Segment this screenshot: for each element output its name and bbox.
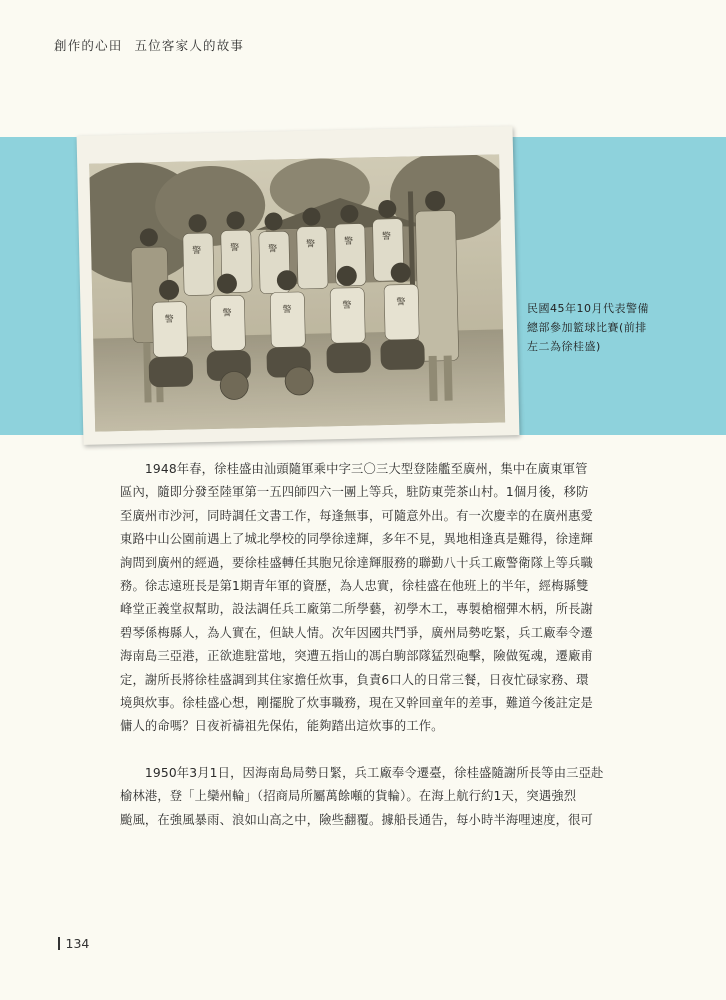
- paragraph: [120, 458, 650, 739]
- jersey-text: 警: [305, 239, 316, 250]
- jersey-text: 警: [342, 300, 352, 311]
- text-line: 颱風，在強風暴雨、浪如山高之中，險些翻覆。據船長通告，每小時半海哩速度，很可: [120, 812, 593, 827]
- text-line: 東路中山公園前遇上了城北學校的同學徐達輝，多年不見，異地相逢真是難得，徐達輝: [120, 532, 593, 547]
- text-line: 務。徐志遠班長是第1期青年軍的資歷，為人忠實，徐桂盛在他班上的半年，經梅縣雙: [120, 579, 589, 594]
- text-line: 定，謝所長將徐桂盛調到其住家擔任炊事，負責6口人的日常三餐，日夜忙碌家務、環: [120, 672, 589, 687]
- text-line: 詢問到廣州的經過，要徐桂盛轉任其胞兄徐達輝服務的聯勤八十兵工廠警衛隊上等兵職: [120, 555, 593, 570]
- book-title: 創作的心田: [54, 38, 123, 53]
- jersey-text: 警: [222, 308, 232, 319]
- caption-line: 民國45年10月代表警備: [527, 302, 649, 315]
- text-line: 區內，隨即分發至陸軍第一五四師四六一團上等兵，駐防東莞茶山村。1個月後，移防: [120, 485, 589, 500]
- jersey-text: 警: [343, 236, 354, 247]
- jersey-text: 警: [268, 244, 278, 255]
- text-line: 境與炊事。徐桂盛心想，剛擺脫了炊事職務，現在又幹回童年的差事，難道今後註定是: [120, 696, 593, 711]
- text-line: 峰堂正義堂叔幫助，設法調任兵工廠第二所學藝，初學木工，專製槍榴彈木柄，所長謝: [120, 602, 593, 617]
- chapter-title: 五位客家人的故事: [134, 38, 245, 53]
- page-number-text: 134: [65, 936, 90, 951]
- caption-line: 左二為徐桂盛): [527, 340, 601, 353]
- basketball-team-photo: [89, 154, 505, 431]
- page-number: [58, 936, 89, 951]
- photo-frame: [77, 126, 520, 445]
- text-line: 榆林港，登「上欒州輪」（招商局所屬萬餘噸的貨輪）。在海上航行約1天，突遇強烈: [120, 789, 577, 804]
- running-header: [54, 36, 244, 54]
- text-line: 傭人的命嗎？日夜祈禱祖先保佑，能夠踏出這炊事的工作。: [120, 719, 444, 734]
- text-line: 至廣州市沙河，同時調任文書工作，每逢無事，可隨意外出。有一次慶幸的在廣州惠愛: [120, 508, 593, 523]
- body-text: [120, 458, 650, 855]
- jersey-text: 警: [282, 305, 292, 316]
- jersey-text: 警: [230, 243, 240, 254]
- text-line: 1950年3月1日，因海南島局勢日緊，兵工廠奉令遷臺，徐桂盛隨謝所長等由三亞赴: [120, 765, 604, 780]
- text-line: 1948年春，徐桂盛由汕頭隨軍乘中字三〇三大型登陸艦至廣州，集中在廣東軍管: [120, 462, 588, 476]
- photo-caption: [527, 299, 707, 356]
- jersey-text: 警: [396, 297, 406, 308]
- jersey-text: 警: [164, 314, 174, 326]
- text-line: 碧琴係梅縣人，為人實在，但缺人情。次年因國共鬥爭，廣州局勢吃緊，兵工廠奉令遷: [120, 625, 593, 640]
- jersey-text: 警: [381, 231, 392, 243]
- jersey-text: 警: [192, 246, 202, 257]
- caption-line: 總部參加籃球比賽(前排: [527, 321, 647, 334]
- text-line: 海南島三亞港，正欲進駐當地，突遭五指山的馮白駒部隊猛烈砲擊，險做冤魂，遷廠甫: [120, 649, 593, 664]
- page-marker-bar: [58, 937, 60, 950]
- team-photo: [89, 154, 505, 431]
- paragraph: [120, 762, 650, 832]
